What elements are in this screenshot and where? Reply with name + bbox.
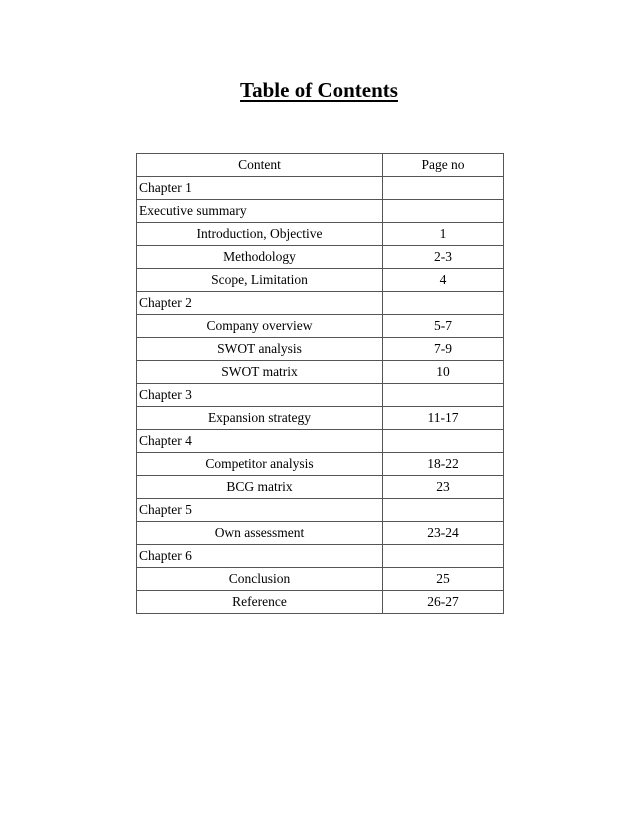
- page-number: [383, 292, 504, 315]
- header-row: [137, 154, 504, 177]
- page-number: 25: [383, 568, 504, 591]
- toc-entry: Competitor analysis: [137, 453, 383, 476]
- toc-table: [136, 153, 504, 614]
- table-row: [137, 338, 504, 361]
- toc-entry: Methodology: [137, 246, 383, 269]
- page-number: [383, 499, 504, 522]
- page-number: 23-24: [383, 522, 504, 545]
- toc-entry: BCG matrix: [137, 476, 383, 499]
- page-number: 23: [383, 476, 504, 499]
- chapter-heading: Chapter 6: [137, 545, 383, 568]
- table-row: [137, 292, 504, 315]
- chapter-heading: Chapter 5: [137, 499, 383, 522]
- toc-entry: Reference: [137, 591, 383, 614]
- table-row: [137, 384, 504, 407]
- toc-entry: Company overview: [137, 315, 383, 338]
- table-row: [137, 269, 504, 292]
- table-row: [137, 223, 504, 246]
- table-row: [137, 430, 504, 453]
- table-row: [137, 177, 504, 200]
- chapter-heading: Executive summary: [137, 200, 383, 223]
- page-number: 11-17: [383, 407, 504, 430]
- toc-entry: Scope, Limitation: [137, 269, 383, 292]
- table-row: [137, 246, 504, 269]
- page-number: [383, 177, 504, 200]
- page-number: 26-27: [383, 591, 504, 614]
- page-number: [383, 384, 504, 407]
- table-row: [137, 315, 504, 338]
- content-header: Content: [137, 154, 383, 177]
- page-header: Page no: [383, 154, 504, 177]
- chapter-heading: Chapter 3: [137, 384, 383, 407]
- toc-entry: Expansion strategy: [137, 407, 383, 430]
- page-title: Table of Contents: [240, 78, 398, 102]
- page-number: 5-7: [383, 315, 504, 338]
- page-number: 18-22: [383, 453, 504, 476]
- chapter-heading: Chapter 2: [137, 292, 383, 315]
- page-number: 1: [383, 223, 504, 246]
- page-number: [383, 430, 504, 453]
- toc-entry: SWOT analysis: [137, 338, 383, 361]
- page-number: 2-3: [383, 246, 504, 269]
- page-number: 10: [383, 361, 504, 384]
- page-number: 7-9: [383, 338, 504, 361]
- toc-body: [137, 154, 504, 614]
- page-number: [383, 200, 504, 223]
- chapter-heading: Chapter 1: [137, 177, 383, 200]
- table-row: [137, 200, 504, 223]
- toc-entry: Conclusion: [137, 568, 383, 591]
- table-row: [137, 476, 504, 499]
- table-row: [137, 453, 504, 476]
- table-row: [137, 407, 504, 430]
- table-row: [137, 568, 504, 591]
- page-number: [383, 545, 504, 568]
- page-number: 4: [383, 269, 504, 292]
- toc-entry: SWOT matrix: [137, 361, 383, 384]
- toc-entry: Own assessment: [137, 522, 383, 545]
- chapter-heading: Chapter 4: [137, 430, 383, 453]
- table-row: [137, 499, 504, 522]
- table-row: [137, 522, 504, 545]
- table-row: [137, 545, 504, 568]
- table-row: [137, 591, 504, 614]
- toc-entry: Introduction, Objective: [137, 223, 383, 246]
- table-row: [137, 361, 504, 384]
